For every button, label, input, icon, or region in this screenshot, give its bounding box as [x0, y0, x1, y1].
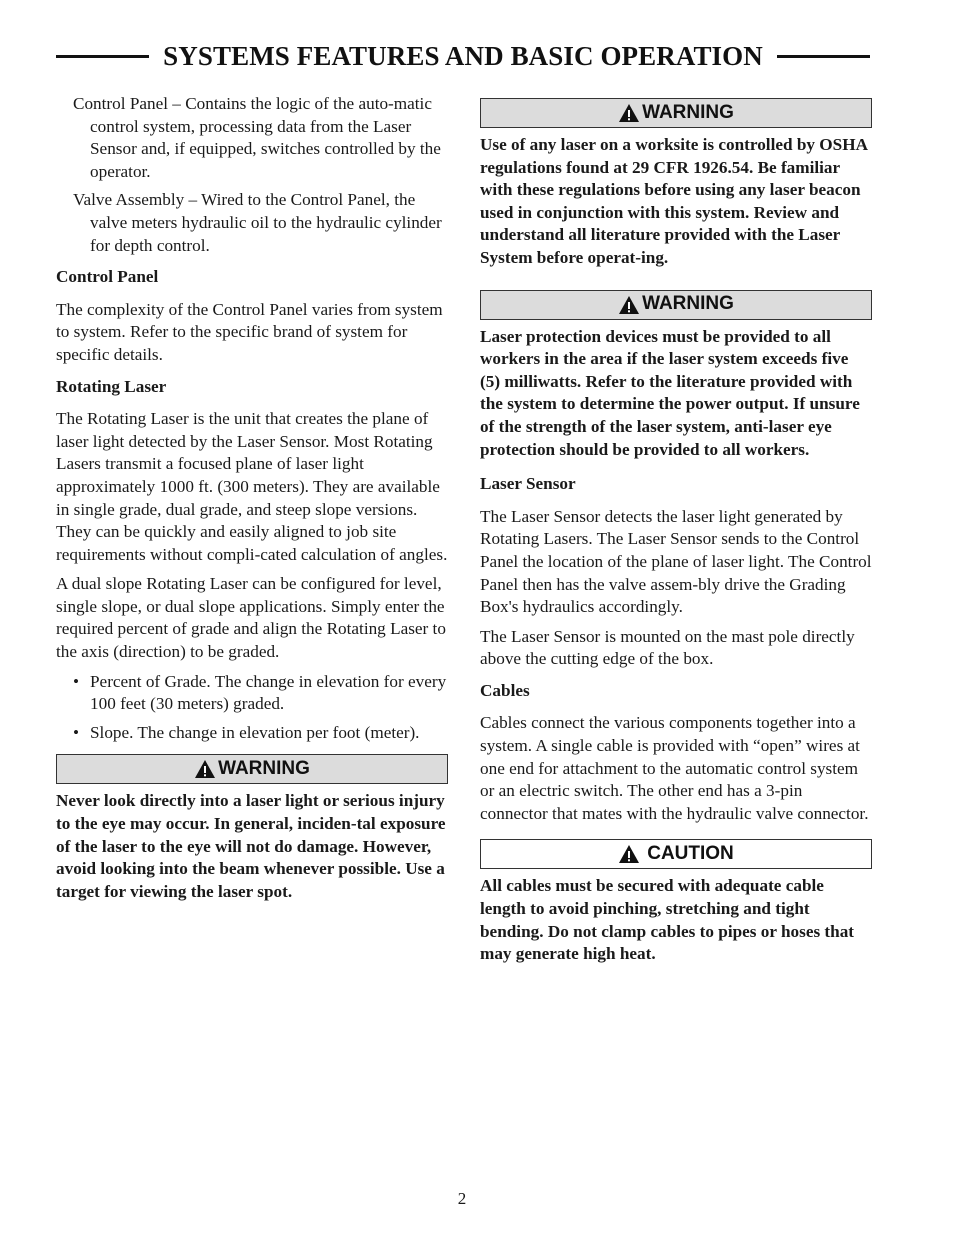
rotating-laser-paragraph-2: A dual slope Rotating Laser can be configured for level, single slope, or dual slope applications. Simply enter the required percent of grade and align the Rotating Laser to the axis (direction) to be graded. — [56, 574, 446, 662]
caution-box-cables — [480, 839, 872, 869]
bullet-icon: • — [73, 722, 80, 742]
list-item — [56, 722, 448, 745]
rotating-laser-paragraph-1: The Rotating Laser is the unit that creates the plane of laser light detected by the Laser Sensor. Most Rotating Lasers transmit a focused plane of laser light approximately 1000 ft. (300 meters). They are available in single grade, dual grade, and steep slope versions. They can be quickly and easily aligned to job site requirements without compli-cated calculation of angles. — [56, 409, 448, 564]
bullet-icon: • — [73, 671, 80, 691]
page-number: 2 — [457, 1189, 467, 1208]
warning-text-laser-eye: Never look directly into a laser light or serious injury to the eye may occur. In general, inciden-tal exposure of the laser to the eye will not do damage. However, avoid looking into the beam whenever possible. Use a target for viewing the laser spot. — [56, 791, 446, 901]
control-panel-definition: Control Panel – Contains the logic of the auto-matic control system, processing data from the Laser Sensor and, if equipped, switches controlled by the operator. — [73, 94, 441, 181]
warning-triangle-icon — [618, 103, 640, 123]
bullet-text-percent-of-grade: Percent of Grade. The change in elevation for every 100 feet (30 meters) graded. — [90, 671, 447, 714]
warning-text-laser-protection: Laser protection devices must be provided to all workers in the area if the laser system exceeds five (5) milliwatts. Refer to the literature provided with the system to determine the power output. If unsure of the strength of the laser system, anti-laser eye protection should be provided to all workers. — [480, 326, 860, 459]
caution-text-cables: All cables must be secured with adequate cable length to avoid pinching, stretching and tight bending. Do not clamp cables to pipes or hoses that may generate high heat. — [480, 876, 855, 964]
control-panel-paragraph: The complexity of the Control Panel varies from system to system. Refer to the specific brand of system for specific details. — [56, 299, 443, 364]
left-column — [56, 93, 448, 911]
laser-sensor-paragraph-2: The Laser Sensor is mounted on the mast pole directly above the cutting edge of the box. — [480, 626, 855, 669]
page-header — [56, 37, 870, 75]
warning-box-laser-protection — [480, 290, 872, 320]
right-column — [480, 98, 872, 974]
caution-label: CAUTION — [647, 843, 734, 865]
rotating-laser-heading: Rotating Laser — [56, 376, 167, 396]
header-rule-left — [56, 55, 149, 58]
warning-triangle-icon — [194, 759, 216, 779]
warning-label: WARNING — [642, 293, 734, 315]
warning-label: WARNING — [642, 101, 734, 123]
laser-sensor-paragraph-1: The Laser Sensor detects the laser light generated by Rotating Lasers. The Laser Sensor sends to the Control Panel the location of the plane of laser light. The Control Panel then has the valve assem-bly drive the Grading Box's hydraulics accordingly. — [480, 506, 872, 617]
grade-definitions-list — [56, 671, 448, 745]
page-title: SYSTEMS FEATURES AND BASIC OPERATION — [163, 40, 763, 71]
cables-heading: Cables — [480, 680, 530, 700]
warning-box-osha — [480, 98, 872, 128]
warning-box-laser-eye — [56, 754, 448, 784]
valve-assembly-definition: Valve Assembly – Wired to the Control Panel, the valve meters hydraulic oil to the hydraulic cylinder for depth control. — [73, 190, 442, 255]
warning-label: WARNING — [218, 758, 310, 780]
warning-triangle-icon — [618, 295, 640, 315]
control-panel-heading: Control Panel — [56, 267, 159, 287]
cables-paragraph: Cables connect the various components together into a system. A single cable is provided with “open” wires at one end for attachment to the automatic control system or an electric switch. The other end has a 3-pin connector that mates with the hydraulic valve connector. — [480, 713, 869, 823]
header-rule-right — [777, 55, 870, 58]
list-item — [56, 671, 448, 716]
warning-triangle-icon — [618, 844, 640, 864]
warning-text-osha: Use of any laser on a worksite is controlled by OSHA regulations found at 29 CFR 1926.54. Be familiar with these regulations before using any laser beacon used in conjunction with this system. Review and understand all literature provided with the Laser System before operat-ing. — [480, 135, 868, 267]
bullet-text-slope: Slope. The change in elevation per foot (meter). — [90, 722, 420, 742]
laser-sensor-heading: Laser Sensor — [480, 474, 576, 494]
